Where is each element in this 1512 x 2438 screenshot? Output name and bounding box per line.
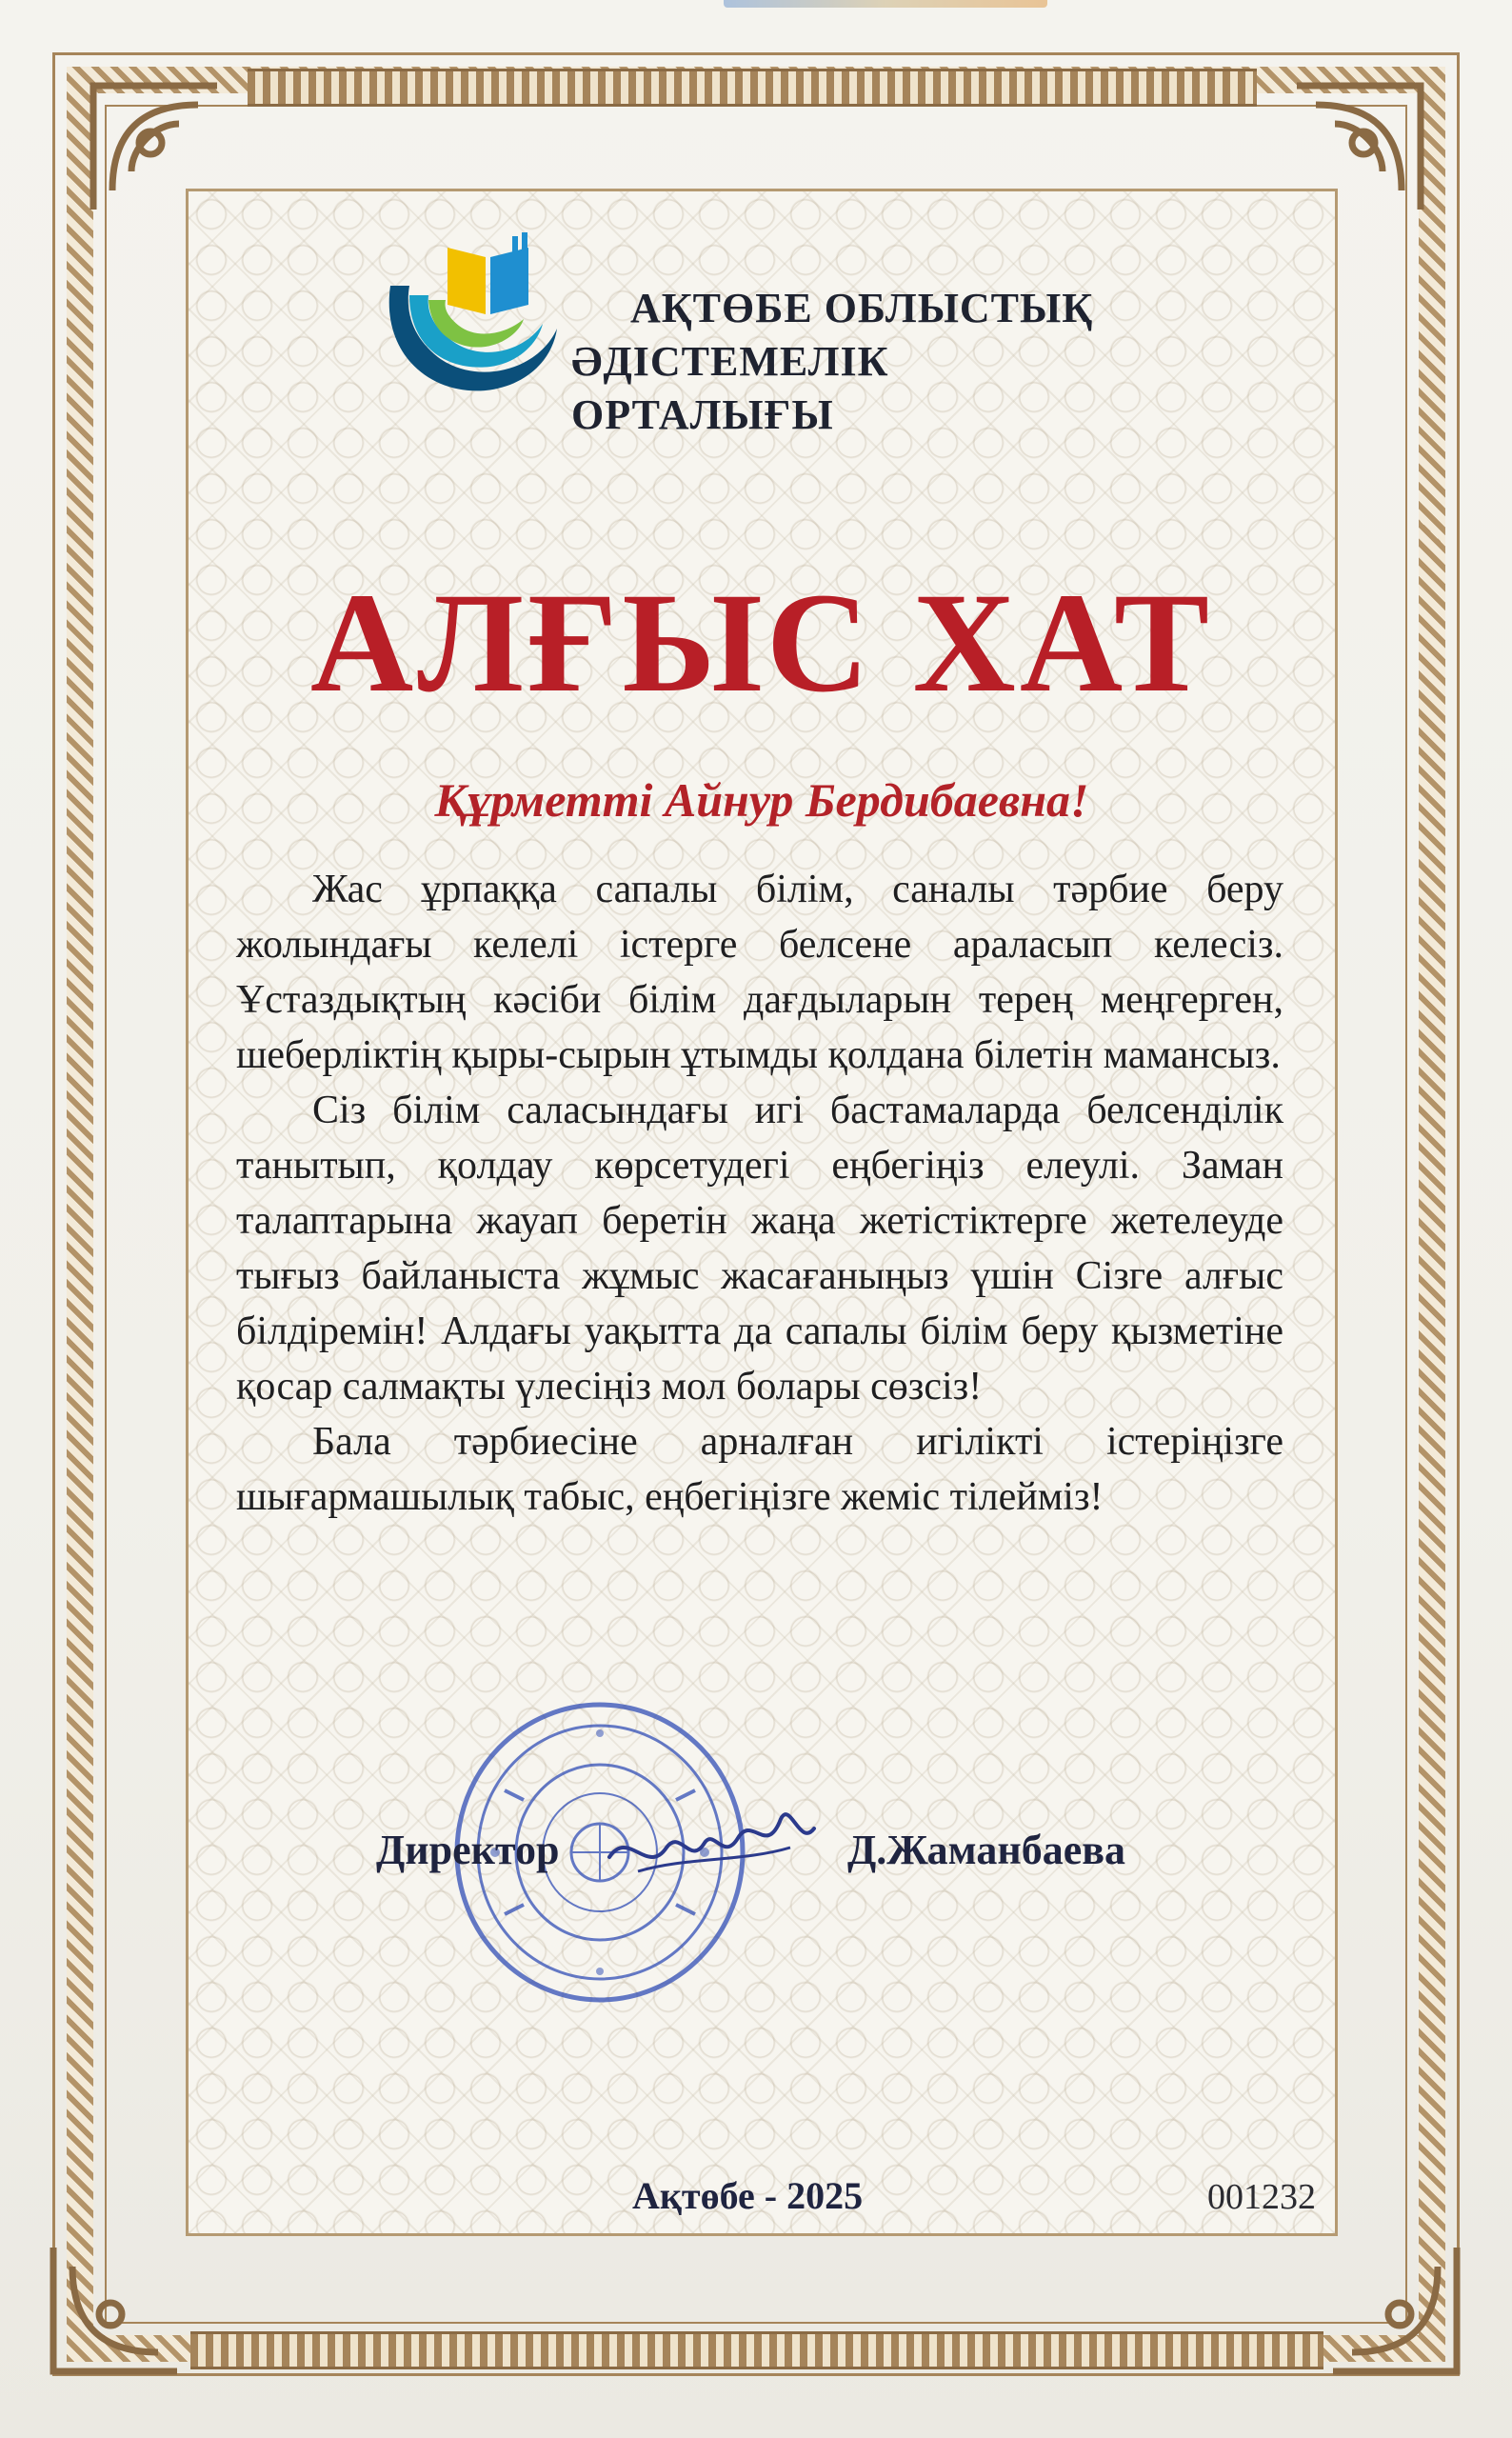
body-paragraph: Жас ұрпаққа сапалы білім, саналы тәрбие беру жолындағы келелі істерге белсене араласып келесіз. Ұстаздықтың кәсіби білім дағдыларын терең меңгерген, шеберліктің қыры-сырын ұтымды қолдана білетін мамансыз. xyxy=(236,868,1283,1077)
organization-name xyxy=(571,282,1143,442)
bottom-ornament-strip xyxy=(190,2331,1323,2369)
greeting: Құрметті Айнур Бердибаевна! xyxy=(434,773,1089,827)
organization-name-line1: АҚТӨБЕ ОБЛЫСТЫҚ xyxy=(630,285,1094,331)
top-ornament-strip xyxy=(248,69,1257,107)
corner-ornament-icon xyxy=(1323,2238,1466,2381)
letter-body xyxy=(236,862,1283,1525)
serial-number: 001232 xyxy=(1207,2177,1316,2217)
organization-name-line2: ӘДІСТЕМЕЛІК ОРТАЛЫҒЫ xyxy=(571,338,889,438)
signatory-title: Директор xyxy=(376,1827,560,1873)
signatory-name: Д.Жаманбаева xyxy=(847,1827,1125,1873)
city-year: Ақтөбе - 2025 xyxy=(632,2174,864,2217)
tape-strip xyxy=(724,0,1047,8)
document-title: АЛҒЫС ХАТ xyxy=(309,564,1214,722)
body-paragraph: Бала тәрбиесіне арналған игілікті істеріңізге шығармашылық табыс, еңбегіңізге жеміс тілейміз! xyxy=(236,1420,1283,1519)
body-paragraph: Сіз білім саласындағы игі бастамаларда белсенділік танытып, қолдау көрсетудегі еңбегіңіз елеулі. Заман талаптарына жауап беретін жаңа жетістіктерге жетелеуде тығыз байланыста жұмыс жасағаныңыз үшін Сізге алғыс білдіремін! Алдағы уақытта да сапалы білім беру қызметіне қосар салмақты үлесіңіз мол болары сөзсіз! xyxy=(236,1089,1283,1409)
org-logo-icon xyxy=(371,229,562,400)
corner-ornament-icon xyxy=(44,2238,187,2381)
handwritten-signature-icon xyxy=(600,1790,819,1895)
